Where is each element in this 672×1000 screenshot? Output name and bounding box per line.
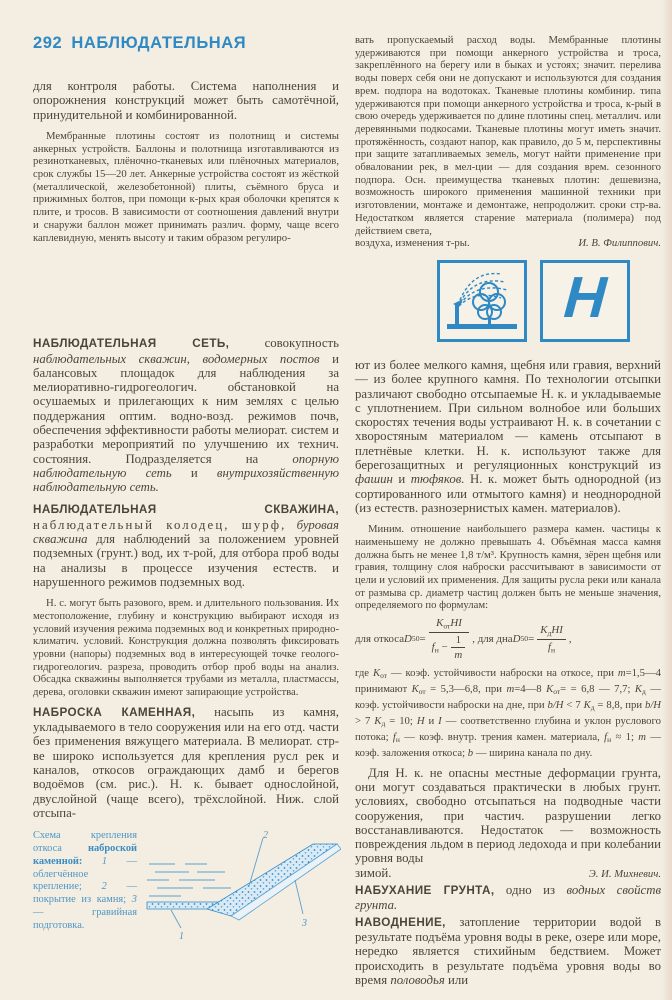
text-run: = [419,632,426,645]
text-run: — коэф. устойчивости наброски на откосе, при [387,667,618,680]
article-nabroska-kamennaya [33,705,339,820]
irrigation-pictogram-box [437,260,527,342]
text-run: f [548,640,552,653]
text-run: ют из более мелкого камня, щебня или гравия, верхний — из более крупного камня. По технологии отсыпки различают свободно отсыпаемые Н. к. и укладываемые с уплотнением. При сильном волнобое или больших скоростях течения воды устраивают Н. к. в сочетании с хворостяным материалом — камень отсыпают в плетнёвые клетки. Н. к. используют также для берегозащитных и регуляционных конструкций из [355,357,661,473]
text-run: — покрытие из камня; [33,881,137,906]
text-run: Мембранные плотины состоят из полотнищ и системы анкерных устройств. Баллоны и полотнища изготавливаются из резинотканевых, плёночно-тканевых или плёночных материалов, срок службы 15—20 лет. Анкерные устройства состоят из жёсткой (металлической, железобетонной) плиты, съёмного бруса и прижимных болтов, при помощи к-рых края оболочки крепятся к плите, и тросов. В зависимости от соотношения давлений внутри и снаружи баллон может принимать различ. форму, чаще всего каплевидную, менять высоту и таким образом регулиро- [33,129,339,244]
text-run: H [416,715,425,728]
text-run: д [381,719,386,729]
text-run: где [355,667,373,680]
text-run: вать пропускаемый расход воды. Мембранные плотины удерживаются при помощи анкерного устройства и троса, закреплённого на берегу или в быках и устоях; значит. перелива воды поверх себя они не допускают и используются для создания врем. подпора на водотоках. Тканевые плотины комбинир. типа удерживаются при помощи анкерного устройства и троса, к-рый в свою очередь удерживается по длине плотины спец. металлич. или деревянными подкосами. Тканевые плотины могут иметь значит. протяжённость, создают напор, как правило, до 5 м, перспективны при защите затапливаемых земель, могут найти применение при обваловании рек, в мел-ции — для создания врем. сезонного подпора. Осн. преимущества тканевых плотин: дешевизна, возможность широкого применения машинной техники при изготовлении, монтаже и демонтаже, непродолжит. сроки стр-ва. Недостатком является старение материала (полимера) под действием света, [355,34,661,237]
text-run: I [438,715,442,728]
text-run: m [638,731,646,743]
text-run: НАВОДНЕНИЕ, [355,915,446,929]
text-run: тюфяков. [410,472,465,487]
text-run: f [604,731,608,743]
text-run: и [171,465,217,480]
paragraph-end-with-signature [355,237,661,250]
text-run: для наблюдений за положением уровней подземных (грунт.) вод, их т-рой, для отбора проб воды на анализы в процессе изучения естеств. и нарушенного режимов подземных вод. [33,532,339,589]
paragraph-last-word: зимой. [355,865,392,880]
stone-cover-layer [207,844,337,916]
text-run: =1,5—4 принимают [355,667,661,696]
paragraph-last-words: воздуха, изменения т-ры. [355,237,470,250]
text-run: K [374,715,382,728]
text-run: от [553,687,561,697]
text-run: m [617,667,626,680]
text-run: совокупность [229,336,339,351]
text-run: 50 [411,633,420,643]
letter-section-box [540,260,630,342]
text-run: K [540,623,548,636]
text-run: НАБЛЮДАТЕЛЬНАЯ СКВАЖИНА, [33,503,339,517]
text-run: — коэф. заложения откоса; [355,731,662,759]
text-run: опорную наблюдательную сеть [33,451,339,480]
text-run: − [438,641,451,654]
text-run: — ширина канала по дну. [473,746,593,759]
figure-caption [33,830,137,932]
text-run: и [392,472,411,487]
text-run: наблюдательный колодец, шурф, [33,517,287,532]
text-run: половодья [390,972,445,987]
text-run: D [404,632,412,645]
water-lines [147,864,231,896]
text-run: 50 [520,633,529,643]
paragraph-coefficients [355,667,661,759]
header-word: НАБЛЮДАТЕЛЬНАЯ [71,34,247,52]
page-edge-shadow [662,0,672,1000]
text-run: HI [450,617,462,630]
text-run: фашин [355,472,393,487]
text-run: насыпь из камня, укладываемого в тело сооружения или на его отд. части без применения вяжущего материала. В мелиорат. стр-ве широко используется для крепления русл рек и каналов, откосов ограждающих дамб и берегов водоёмов (см. рис.). Н. к. бывает однослойной, двуслойной (чаще всего), трёхслойной. Ниж. слой отсыпа- [33,704,339,820]
text-run: K [634,683,643,696]
text-run: н [551,644,556,654]
text-run: и [424,715,439,728]
text-run: водных свойств грунта. [355,883,662,913]
text-run: от [443,621,451,631]
letter-n-glyph: Н [562,264,609,330]
figure-label-3: 3 [302,918,307,930]
text-run: наброской каменной: [33,843,137,867]
text-run: — облегчённое крепление; [33,855,137,893]
text-run: m [506,683,515,696]
paragraph-skvazhina-details [33,597,339,699]
gravel-underlayer [231,844,341,920]
text-run: НАБУХАНИЕ ГРУНТА, [355,884,495,898]
text-run: — соответственно глубина и уклон руслового потока; [355,715,661,743]
left-column [33,34,339,995]
right-column [355,34,661,995]
text-run: для откоса [355,632,405,645]
text-run: = 10; [385,715,417,728]
text-run: = 8,8, при [594,699,645,712]
text-run: наблюдательных скважин, водомерных постов [33,351,320,366]
text-run: д [642,687,646,697]
paragraph-tkanevye-plotiny [355,34,661,237]
text-run: и балансовых площадок для наблюдения за мелиоративно-гидрогеологич. обстановкой на осушаемых и прилегающих к ним землях с целью поддержания оптим. водно-возд. режимов почв, обеспечения эффективности работы мелиорат. систем и разработки мероприятий по улучшению их технич. состояния. Подразделяется на [33,351,339,466]
article-nabukhanie-grunta [355,883,661,913]
fraction [451,634,465,661]
text-run: Схема крепления откоса [33,830,137,855]
text-run: д [547,627,552,637]
page-number: 292 [33,34,63,52]
text-run: 1 [455,634,462,647]
article-nablyudatelnaya-skvazhina [33,502,339,589]
text-run: > 7 [355,715,375,728]
text-run: m [454,648,463,661]
text-run: < 7 [563,699,584,712]
text-run: Для Н. к. не опасны местные деформации грунта, они могут создаваться практически в любых грунт. условиях, свободно отсыпаться на подводные части сооружения, при частич. разрушении легко восстанавливаются. Недостаток — возможность повреждения льдом в период ледохода и при колебании уровня воды [355,765,661,866]
text-run: K [372,667,381,680]
figure-slope-riprap [33,830,339,947]
text-run: D [512,632,521,645]
text-run: f [431,641,435,654]
text-run: н [395,735,400,745]
figure-label-1: 1 [179,931,184,943]
paragraph-stone-size [355,523,661,612]
section-divider-icons [437,260,661,342]
text-run: Н. к. может быть однородной (из сортированного или отмытого камня) и неоднородной (из естеств. разнозернистых камен. материалов). [355,472,661,515]
text-run: д [590,703,595,713]
article-navodnenie [355,915,661,987]
text-run: = [528,632,535,645]
text-run: = = 6,8 — 7,7; [560,683,635,696]
text-run: от [380,671,387,681]
formula-d50 [355,617,661,661]
text-run: НАБЛЮДАТЕЛЬНАЯ СЕТЬ, [33,337,230,351]
text-run: — коэф. устойчивости наброски на дне, при [355,683,662,712]
text-run: K [411,683,419,696]
text-run: K [583,699,591,712]
text-run: Н. с. могут быть разового, врем. и длительного пользования. Их местоположение, глубину и конструкцию выбирают исходя из условий изучения режима подземных вод и конкретных природно-климатич. условий. Конструкция должна позволять фиксировать уровни (напоры) подземных вод в интересующей точке геолого-гидрогеологич. разреза, проводить отбор проб воды на анализ. Обсадка скважины выполняется трубами из металла, пластмассы, дерева, оголовки скважин имеют запирающие устройства. [33,597,339,699]
text-run: одно из [494,883,567,898]
riprap-slope-illustration [145,830,341,942]
fraction [537,624,566,655]
figure-label-2: 2 [263,830,268,842]
text-run: HI [551,623,563,636]
text-run: K [436,617,444,630]
text-run: затопление территории водой в результате подъёма уровня воды в реке, озере или море, нередко является стихийным бедствием. Может происходить в результате подъёма уровня воды во время [355,914,661,987]
text-run: f [392,731,396,743]
text-run: 1 [101,855,108,867]
text-run: от [418,687,426,697]
paragraph-membrane-continued [33,79,339,122]
text-run: буровая скважина [33,517,339,547]
text-run: — коэф. внутр. трения камен. материала, [399,731,605,743]
fraction [429,617,470,661]
text-run: =4—8 [514,683,547,696]
text-run: или [444,972,469,987]
text-run: Миним. отношение наибольшего размера камен. частицы к наименьшему не должно превышать 4. Объёмная масса камня должна быть не менее 1,8 т/м³. Крупность камня, зёрен щебня или гравия, толщину слоя наброски рассчитывают в зависимости от цели и условий их применения. Для защиты русла реки или канала от размыва ср. диаметр частиц должен быть не меньше значения, определяемого по формулам: [355,523,661,612]
text-run: , для дна [472,632,513,645]
text-run: ≈ 1; [611,731,639,743]
text-run: b [467,746,474,759]
author-signature-mikhnevich: Э. И. Михневич. [588,867,661,880]
paragraph-end-with-signature-2 [355,866,661,881]
text-run: = 5,3—6,8, при [425,683,507,696]
text-run: НАБРОСКА КАМЕННАЯ, [33,705,196,719]
running-head [33,34,339,53]
text-run: b/H [644,699,662,712]
author-signature-filippovich: И. В. Филиппович. [578,237,661,250]
sprinkler-tree-icon [443,266,521,336]
text-run: K [546,683,554,696]
paragraph-nabroska-continued [355,358,661,515]
paragraph-membrane-details [33,130,339,244]
text-run: внутрихозяйственную наблюдательную сеть. [33,465,339,495]
text-run: 3 [131,894,137,906]
text-run: — гравийная подготовка. [33,907,137,931]
text-run: н [434,645,439,655]
text-run: 2 [101,881,107,893]
article-nablyudatelnaya-set [33,336,339,494]
text-run: н [607,735,612,745]
text-run: b/H [547,699,564,712]
text-run: , [568,632,572,645]
paragraph-advantages [355,766,661,866]
figure-drawing [145,830,341,947]
text-run: для контроля работы. Система наполнения и опорожнения конструкций может быть самотёчной, принудительной и комбинированной. [33,79,339,122]
text-run [82,856,102,867]
